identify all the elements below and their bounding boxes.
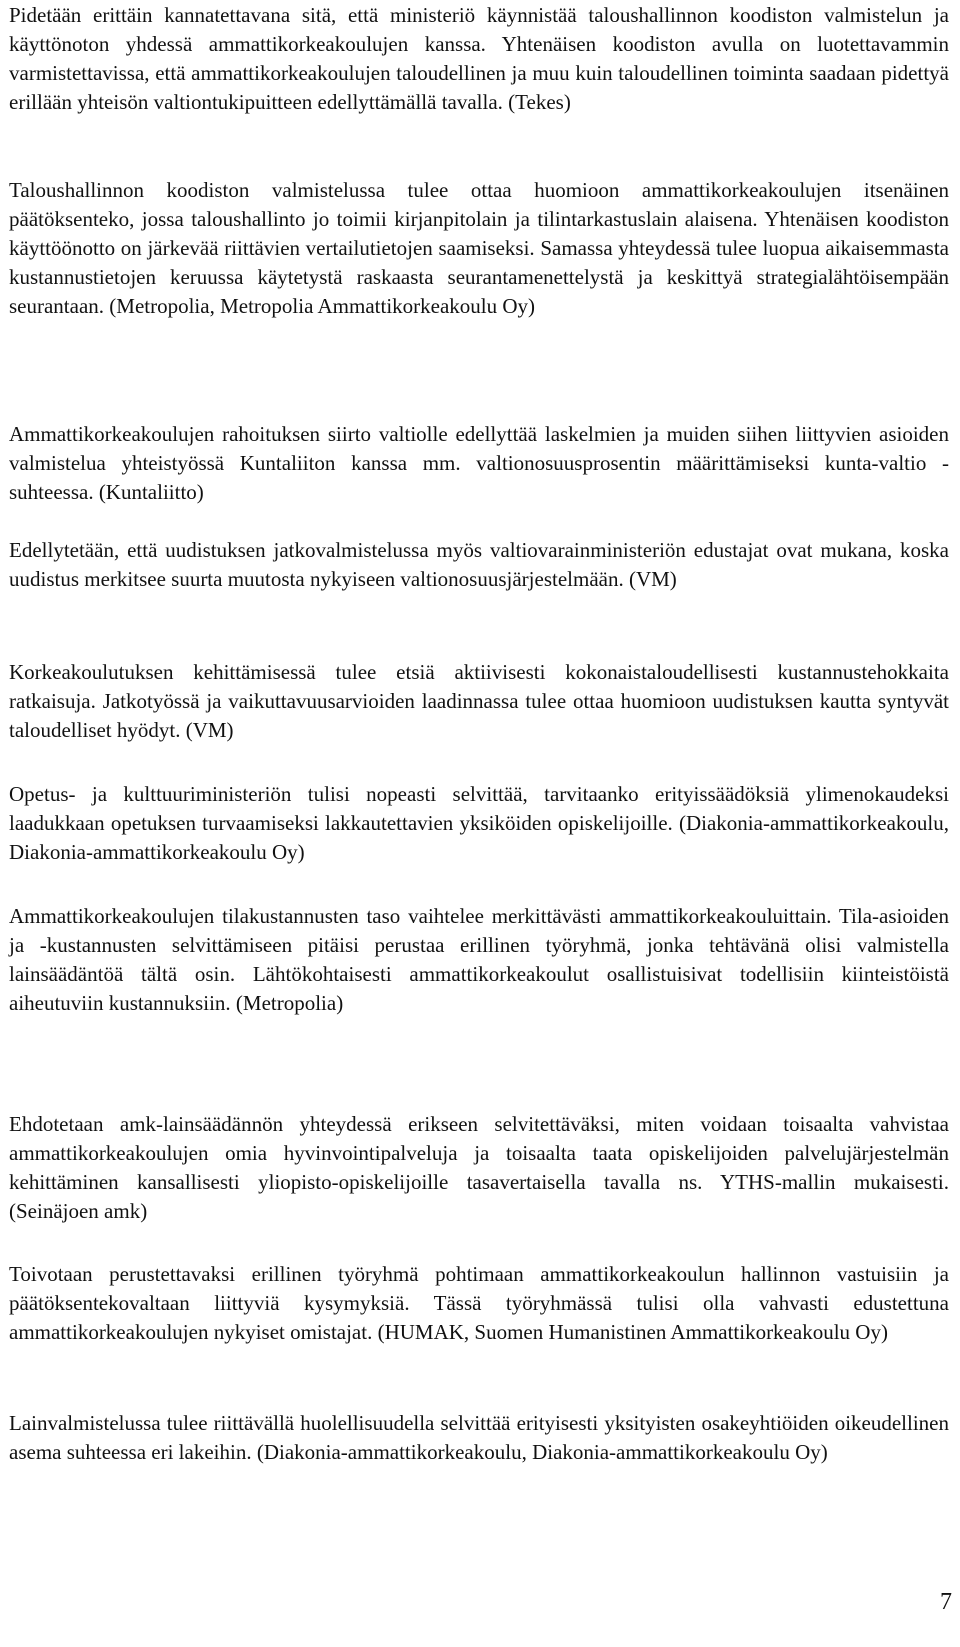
paragraph-seinajoki: Ehdotetaan amk-lainsäädännön yhteydessä erikseen selvitettäväksi, miten voidaan toisaalta vahvistaa ammattikorkeakoulujen omia hyvinvointipalveluja ja toisaalta taata opiskelijoiden palvelujärjestelmän kehittäminen kansallisesti yliopisto-opiskelijoille tasavertaisella tavalla ns. YTHS-mallin mukaisesti. (Seinäjoen amk) (9, 1112, 949, 1223)
page-number: 7 (940, 1589, 952, 1615)
paragraph-humak: Toivotaan perustettavaksi erillinen työryhmä pohtimaan ammattikorkeakoulun hallinnon vastuisiin ja päätöksentekovaltaan liittyviä kysymyksiä. Tässä työryhmässä tulisi olla vahvasti edustettuna ammattikorkeakoulujen nykyiset omistajat. (HUMAK, Suomen Humanistinen Ammattikorkeakoulu Oy) (9, 1262, 949, 1344)
paragraph-metropolia-koodisto: Taloushallinnon koodiston valmistelussa tulee ottaa huomioon ammattikorkeakoulujen itsenäinen päätöksenteko, jossa taloushallinto jo toimii kirjanpitolain ja tilintarkastuslain alaisena. Yhtenäisen koodiston käyttöönotto on järkevää riittävien vertailutietojen saamiseksi. Samassa yhteydessä tulee luopua aikaisemmasta kustannustietojen keruussa käytetystä raskaasta seurantamenettelystä ja keskittyä strategialähtöisempään seurantaan. (Metropolia, Metropolia Ammattikorkeakoulu Oy) (9, 178, 949, 318)
paragraph-metropolia-tilakustannukset: Ammattikorkeakoulujen tilakustannusten taso vaihtelee merkittävästi ammattikorkeakouluittain. Tila-asioiden ja -kustannusten selvittämiseen pitäisi perustaa erillinen työryhmä, jonka tehtävänä olisi valmistella lainsäädäntöä tältä osin. Lähtökohtaisesti ammattikorkeakoulut osallistuisivat todellisiin kiinteistöistä aiheutuviin kustannuksiin. (Metropolia) (9, 904, 949, 1015)
paragraph-tekes: Pidetään erittäin kannatettavana sitä, että ministeriö käynnistää taloushallinnon koodiston valmistelun ja käyttönoton yhdessä ammattikorkeakoulujen kanssa. Yhtenäisen koodiston avulla on luotettavammin varmistettavissa, että ammattikorkeakoulujen taloudellinen ja muu kuin taloudellinen toiminta saadaan pidettyä erillään yhteisön valtiontukipuitteen edellyttämällä tavalla. (Tekes) (9, 3, 949, 114)
paragraph-vm-kustannustehokkuus: Korkeakoulutuksen kehittämisessä tulee etsiä aktiivisesti kokonaistaloudellisesti kustannustehokkaita ratkaisuja. Jatkotyössä ja vaikuttavuusarvioiden laadinnassa tulee ottaa huomioon uudistuksen kautta syntyvät taloudelliset hyödyt. (VM) (9, 660, 949, 742)
paragraph-diakonia-osakeyhtiot: Lainvalmistelussa tulee riittävällä huolellisuudella selvittää erityisesti yksityisten osakeyhtiöiden oikeudellinen asema suhteessa eri lakeihin. (Diakonia-ammattikorkeakoulu, Diakonia-ammattikorkeakoulu Oy) (9, 1411, 949, 1464)
paragraph-kuntaliitto: Ammattikorkeakoulujen rahoituksen siirto valtiolle edellyttää laskelmien ja muiden siihen liittyvien asioiden valmistelua yhteistyössä Kuntaliiton kanssa mm. valtionosuusprosentin määrittämiseksi kunta-valtio -suhteessa. (Kuntaliitto) (9, 422, 949, 504)
paragraph-vm-valtionosuus: Edellytetään, että uudistuksen jatkovalmistelussa myös valtiovarainministeriön edustajat ovat mukana, koska uudistus merkitsee suurta muutosta nykyiseen valtionosuusjärjestelmään. (VM) (9, 538, 949, 591)
paragraph-diakonia-ylimenokausi: Opetus- ja kulttuuriministeriön tulisi nopeasti selvittää, tarvitaanko erityissäädöksiä ylimenokaudeksi laadukkaan opetuksen turvaamiseksi lakkautettavien yksiköiden opiskelijoille. (Diakonia-ammattikorkeakoulu, Diakonia-ammattikorkeakoulu Oy) (9, 782, 949, 864)
